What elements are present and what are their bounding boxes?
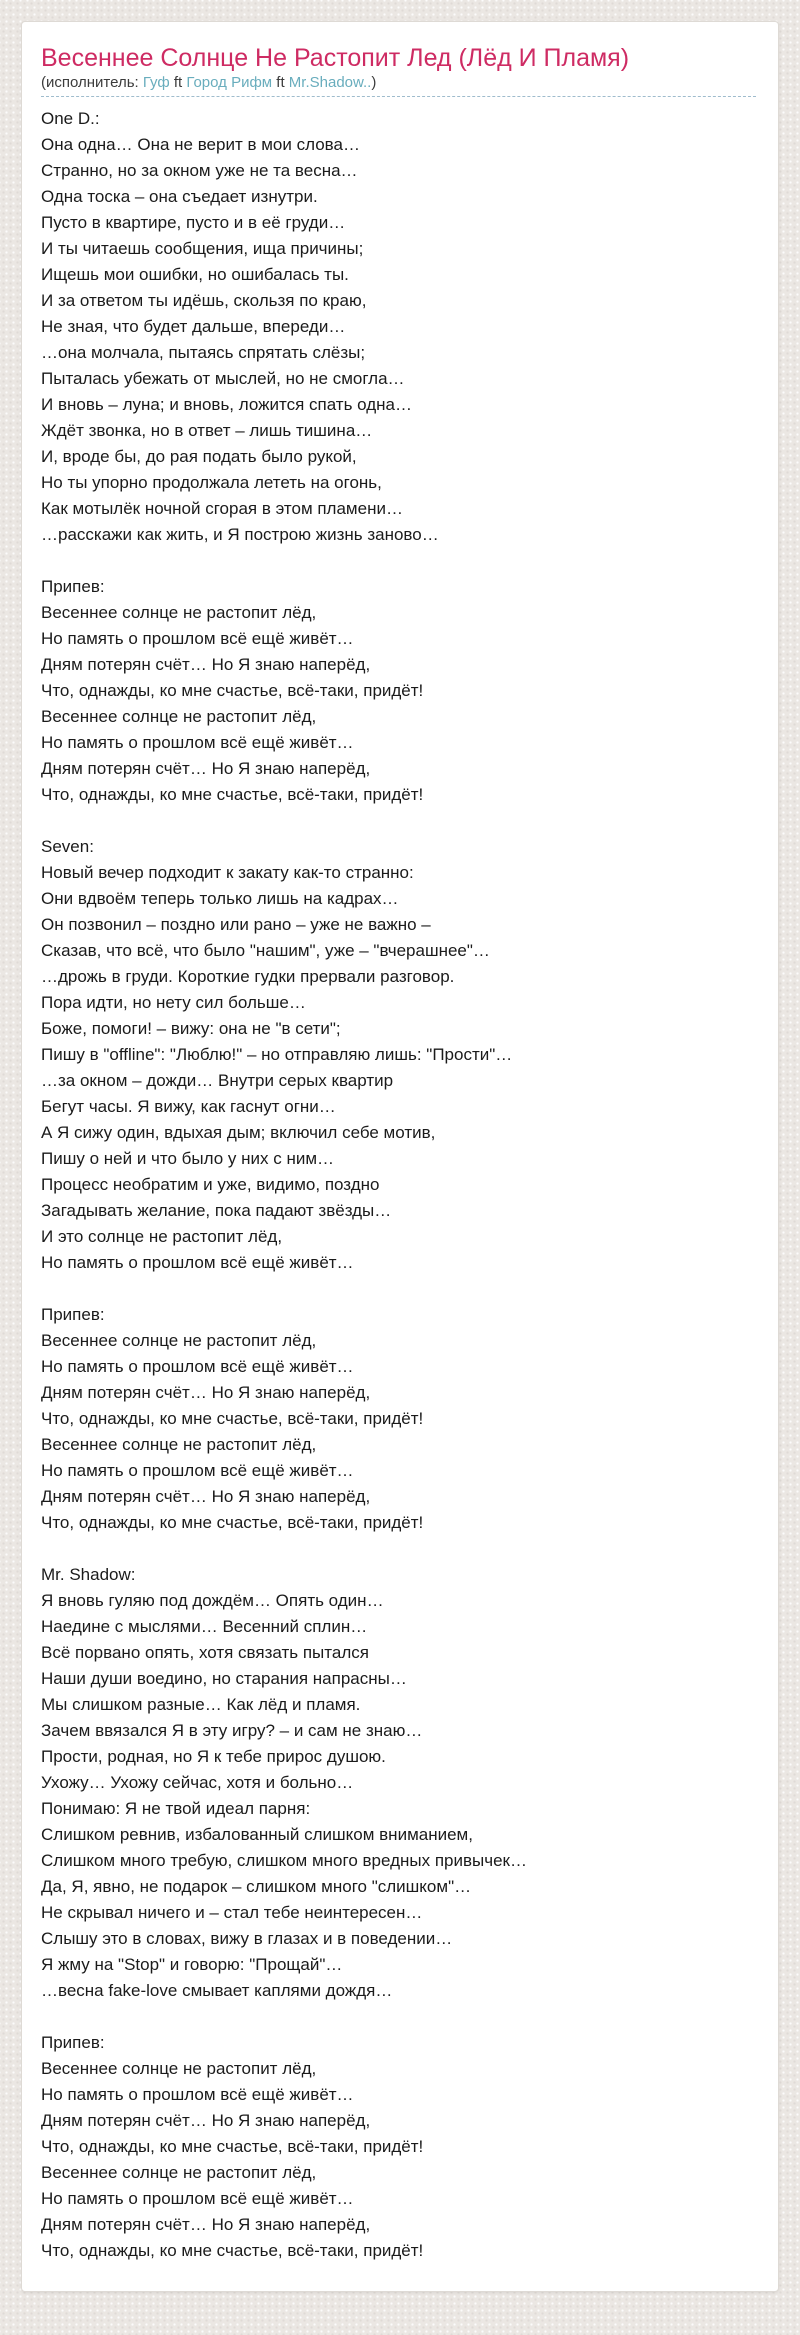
lyrics-line: И, вроде бы, до рая подать было рукой, bbox=[41, 447, 357, 466]
lyrics-line: Пора идти, но нету сил больше… bbox=[41, 993, 306, 1012]
lyrics-line: Дням потерян счёт… Но Я знаю наперёд, bbox=[41, 759, 371, 778]
lyrics-line: Дням потерян счёт… Но Я знаю наперёд, bbox=[41, 1383, 371, 1402]
lyrics-line: Весеннее солнце не растопит лёд, bbox=[41, 603, 317, 622]
lyrics-line: Ухожу… Ухожу сейчас, хотя и больно… bbox=[41, 1773, 354, 1792]
lyrics-line: Я вновь гуляю под дождём… Опять один… bbox=[41, 1591, 384, 1610]
section-header: Припев: bbox=[41, 1305, 105, 1324]
lyrics-line: Она одна… Она не верит в мои слова… bbox=[41, 135, 360, 154]
lyrics-line: Что, однажды, ко мне счастье, всё-таки, придёт! bbox=[41, 1513, 424, 1532]
lyrics-line: Бегут часы. Я вижу, как гаснут огни… bbox=[41, 1097, 336, 1116]
lyrics-section bbox=[41, 574, 756, 808]
lyrics-line: Но память о прошлом всё ещё живёт… bbox=[41, 733, 354, 752]
section-header: One D.: bbox=[41, 109, 100, 128]
section-header: Mr. Shadow: bbox=[41, 1565, 136, 1584]
performer-line bbox=[41, 73, 756, 97]
lyrics-line: Боже, помоги! – вижу: она не "в сети"; bbox=[41, 1019, 341, 1038]
lyrics-line: Но ты упорно продолжала лететь на огонь, bbox=[41, 473, 382, 492]
lyrics-line: Всё порвано опять, хотя связать пытался bbox=[41, 1643, 369, 1662]
performer-link[interactable]: Город Рифм bbox=[186, 74, 273, 91]
lyrics-line: Но память о прошлом всё ещё живёт… bbox=[41, 629, 354, 648]
lyrics-section bbox=[41, 1562, 756, 2004]
lyrics-card bbox=[21, 21, 779, 2292]
section-header: Припев: bbox=[41, 2033, 105, 2052]
lyrics-section bbox=[41, 834, 756, 1276]
lyrics-line: Да, Я, явно, не подарок – слишком много "слишком"… bbox=[41, 1877, 472, 1896]
lyrics-line: Не зная, что будет дальше, впереди… bbox=[41, 317, 346, 336]
lyrics-line: Но память о прошлом всё ещё живёт… bbox=[41, 1253, 354, 1272]
performer-closing: ) bbox=[371, 74, 377, 91]
lyrics-line: Но память о прошлом всё ещё живёт… bbox=[41, 2085, 354, 2104]
lyrics-line: Но память о прошлом всё ещё живёт… bbox=[41, 1357, 354, 1376]
lyrics-section bbox=[41, 2030, 756, 2264]
lyrics-line: И это солнце не растопит лёд, bbox=[41, 1227, 283, 1246]
lyrics-line: Странно, но за окном уже не та весна… bbox=[41, 161, 358, 180]
lyrics-line: Что, однажды, ко мне счастье, всё-таки, придёт! bbox=[41, 1409, 424, 1428]
lyrics-line: …дрожь в груди. Короткие гудки прервали разговор. bbox=[41, 967, 455, 986]
lyrics-line: Я жму на "Stop" и говорю: "Прощай"… bbox=[41, 1955, 343, 1974]
lyrics-line: Загадывать желание, пока падают звёзды… bbox=[41, 1201, 392, 1220]
lyrics-line: А Я сижу один, вдыхая дым; включил себе мотив, bbox=[41, 1123, 436, 1142]
performer-link[interactable]: Mr.Shadow.. bbox=[288, 74, 372, 91]
lyrics-line: Зачем ввязался Я в эту игру? – и сам не знаю… bbox=[41, 1721, 423, 1740]
lyrics-line: Не скрывал ничего и – стал тебе неинтересен… bbox=[41, 1903, 423, 1922]
lyrics-line: Прости, родная, но Я к тебе прирос душою. bbox=[41, 1747, 386, 1766]
lyrics bbox=[41, 106, 756, 2264]
lyrics-line: Новый вечер подходит к закату как-то странно: bbox=[41, 863, 414, 882]
lyrics-line: Понимаю: Я не твой идеал парня: bbox=[41, 1799, 311, 1818]
lyrics-line: Весеннее солнце не растопит лёд, bbox=[41, 707, 317, 726]
lyrics-line: Дням потерян счёт… Но Я знаю наперёд, bbox=[41, 2111, 371, 2130]
lyrics-line: Весеннее солнце не растопит лёд, bbox=[41, 1331, 317, 1350]
section-header: Припев: bbox=[41, 577, 105, 596]
lyrics-line: И вновь – луна; и вновь, ложится спать одна… bbox=[41, 395, 413, 414]
lyrics-line: …расскажи как жить, и Я построю жизнь заново… bbox=[41, 525, 439, 544]
lyrics-line: Слишком много требую, слишком много вредных привычек… bbox=[41, 1851, 527, 1870]
lyrics-section bbox=[41, 106, 756, 548]
lyrics-line: Он позвонил – поздно или рано – уже не важно – bbox=[41, 915, 431, 934]
lyrics-line: Что, однажды, ко мне счастье, всё-таки, придёт! bbox=[41, 2137, 424, 2156]
lyrics-line: Дням потерян счёт… Но Я знаю наперёд, bbox=[41, 2215, 371, 2234]
lyrics-line: Как мотылёк ночной сгорая в этом пламени… bbox=[41, 499, 403, 518]
lyrics-line: Весеннее солнце не растопит лёд, bbox=[41, 2163, 317, 2182]
performer-link[interactable]: Гуф bbox=[142, 74, 170, 91]
lyrics-line: Но память о прошлом всё ещё живёт… bbox=[41, 1461, 354, 1480]
lyrics-line: Что, однажды, ко мне счастье, всё-таки, придёт! bbox=[41, 2241, 424, 2260]
lyrics-section bbox=[41, 1302, 756, 1536]
section-header: Seven: bbox=[41, 837, 94, 856]
lyrics-line: Наши души воедино, но старания напрасны… bbox=[41, 1669, 407, 1688]
lyrics-line: Дням потерян счёт… Но Я знаю наперёд, bbox=[41, 1487, 371, 1506]
lyrics-line: …за окном – дожди… Внутри серых квартир bbox=[41, 1071, 394, 1090]
lyrics-line: Мы слишком разные… Как лёд и пламя. bbox=[41, 1695, 361, 1714]
lyrics-line: Слишком ревнив, избалованный слишком вниманием, bbox=[41, 1825, 473, 1844]
lyrics-line: Что, однажды, ко мне счастье, всё-таки, придёт! bbox=[41, 681, 424, 700]
performer-separator: ft bbox=[272, 74, 289, 91]
song-title: Весеннее Солнце Не Растопит Лед (Лёд И Пламя) bbox=[41, 44, 630, 72]
lyrics-line: Пыталась убежать от мыслей, но не смогла… bbox=[41, 369, 405, 388]
lyrics-line: И ты читаешь сообщения, ища причины; bbox=[41, 239, 364, 258]
lyrics-line: Сказав, что всё, что было "нашим", уже – "вчерашнее"… bbox=[41, 941, 490, 960]
lyrics-line: Дням потерян счёт… Но Я знаю наперёд, bbox=[41, 655, 371, 674]
lyrics-line: Ждёт звонка, но в ответ – лишь тишина… bbox=[41, 421, 373, 440]
lyrics-line: Наедине с мыслями… Весенний сплин… bbox=[41, 1617, 368, 1636]
lyrics-line: …она молчала, пытаясь спрятать слёзы; bbox=[41, 343, 366, 362]
lyrics-line: Слышу это в словах, вижу в глазах и в поведении… bbox=[41, 1929, 453, 1948]
lyrics-line: Пусто в квартире, пусто и в её груди… bbox=[41, 213, 346, 232]
lyrics-line: …весна fake-love смывает каплями дождя… bbox=[41, 1981, 393, 2000]
lyrics-line: Они вдвоём теперь только лишь на кадрах… bbox=[41, 889, 399, 908]
lyrics-line: И за ответом ты идёшь, скользя по краю, bbox=[41, 291, 367, 310]
lyrics-line: Пишу о ней и что было у них с ним… bbox=[41, 1149, 335, 1168]
lyrics-line: Что, однажды, ко мне счастье, всё-таки, придёт! bbox=[41, 785, 424, 804]
performer-separator: ft bbox=[169, 74, 187, 91]
lyrics-line: Пишу в "offline": "Люблю!" – но отправляю лишь: "Прости"… bbox=[41, 1045, 513, 1064]
lyrics-line: Весеннее солнце не растопит лёд, bbox=[41, 1435, 317, 1454]
page-background bbox=[0, 21, 800, 2335]
lyrics-line: Одна тоска – она съедает изнутри. bbox=[41, 187, 318, 206]
lyrics-line: Процесс необратим и уже, видимо, поздно bbox=[41, 1175, 380, 1194]
performer-label: (исполнитель: bbox=[41, 74, 143, 91]
lyrics-line: Весеннее солнце не растопит лёд, bbox=[41, 2059, 317, 2078]
lyrics-line: Ищешь мои ошибки, но ошибалась ты. bbox=[41, 265, 349, 284]
lyrics-line: Но память о прошлом всё ещё живёт… bbox=[41, 2189, 354, 2208]
